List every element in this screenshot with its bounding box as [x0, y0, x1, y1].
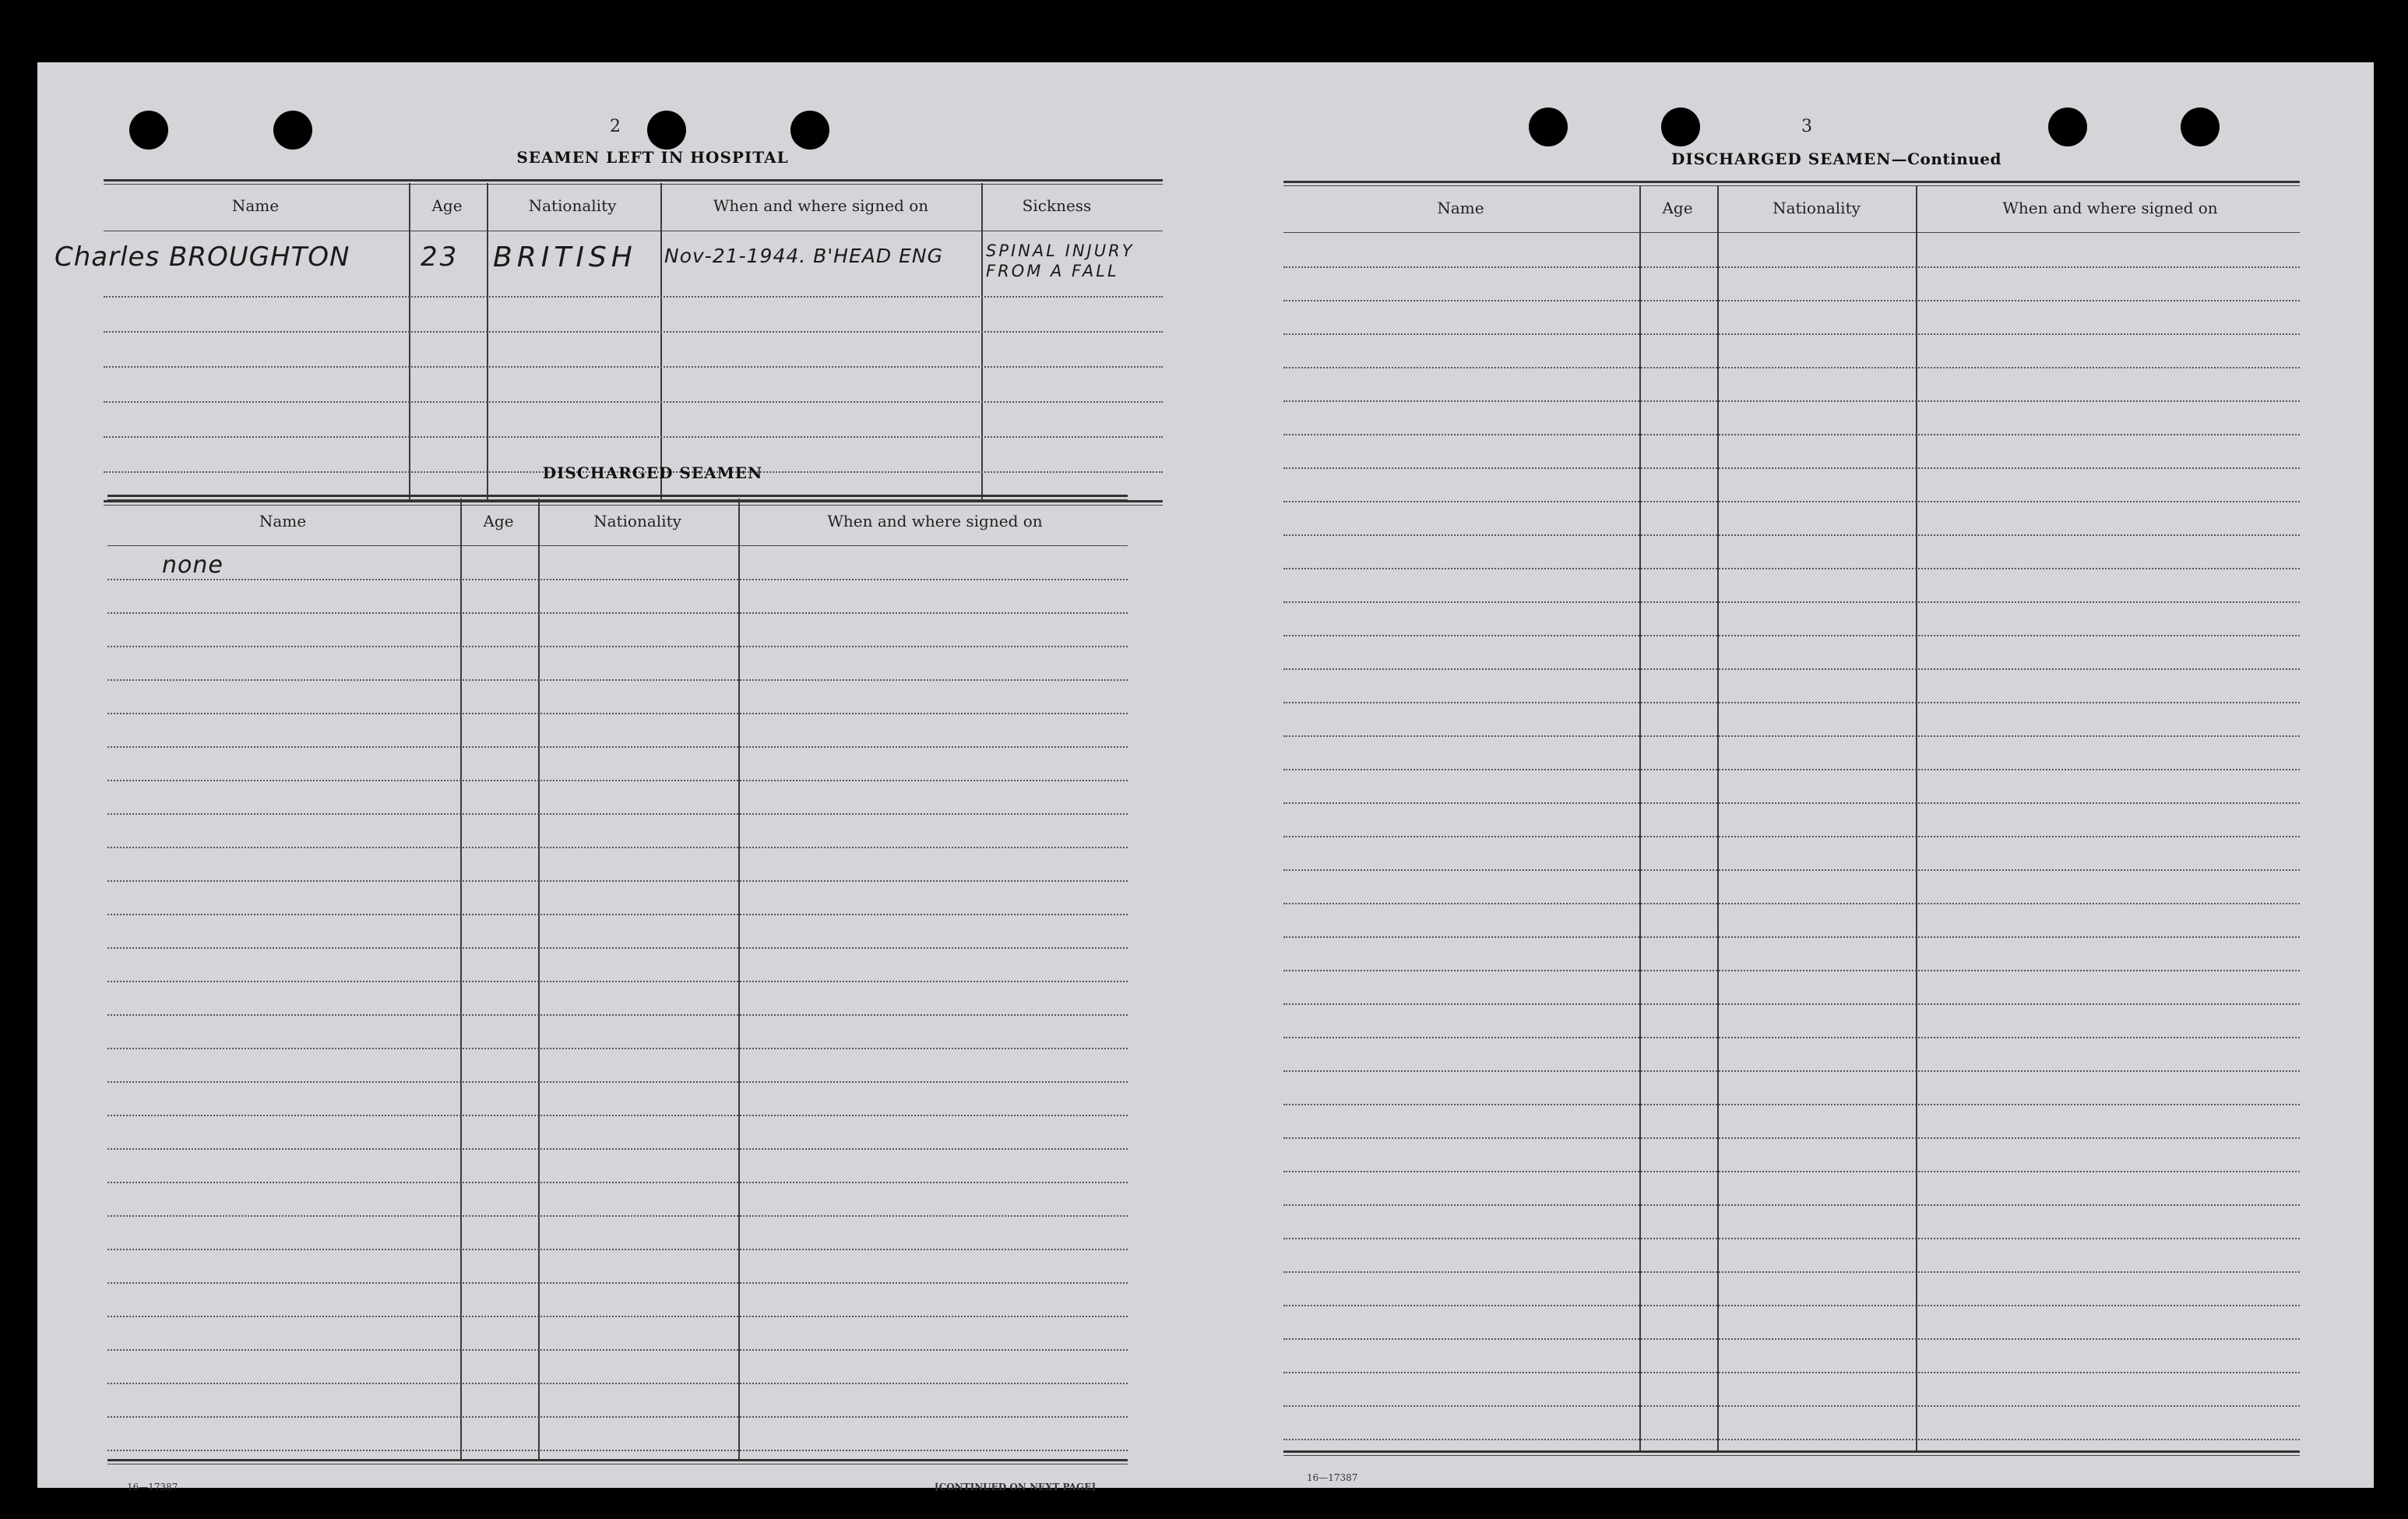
- form-code: 16—17387: [127, 1482, 178, 1493]
- row-rule: [107, 1349, 1128, 1351]
- column-divider: [1717, 185, 1719, 1451]
- column-divider: [409, 183, 410, 502]
- row-rule: [1283, 1137, 2300, 1139]
- row-rule: [1283, 1271, 2300, 1273]
- col-header-signed-on: When and where signed on: [713, 196, 929, 215]
- row-rule: [1283, 1171, 2300, 1172]
- row-rule: [107, 579, 1128, 580]
- seaman-sickness-line2: FROM A FALL: [986, 262, 1119, 280]
- page-number: 2: [610, 117, 621, 136]
- row-rule: [107, 746, 1128, 748]
- punch-hole: [2048, 107, 2087, 146]
- row-rule: [1283, 1439, 2300, 1440]
- col-header-name: Name: [1437, 199, 1484, 217]
- punch-hole: [1661, 107, 1700, 146]
- row-rule: [1283, 601, 2300, 603]
- row-rule: [107, 1215, 1128, 1217]
- seaman-nationality: BRITISH: [493, 241, 637, 273]
- row-rule: [1283, 400, 2300, 402]
- col-header-age: Age: [1662, 199, 1693, 217]
- row-rule: [104, 436, 1163, 438]
- row-rule: [1283, 300, 2300, 301]
- column-divider: [1639, 185, 1641, 1451]
- row-rule: [1283, 434, 2300, 435]
- discharged-first-entry: none: [162, 552, 224, 579]
- row-rule: [1283, 367, 2300, 368]
- row-rule: [107, 1282, 1128, 1284]
- col-header-age: Age: [431, 196, 463, 215]
- row-rule: [1283, 1338, 2300, 1340]
- row-rule: [104, 296, 1163, 298]
- col-header-age: Age: [483, 512, 514, 530]
- row-rule: [1283, 936, 2300, 938]
- row-rule: [1283, 333, 2300, 335]
- col-header-name: Name: [259, 512, 307, 530]
- row-rule: [107, 880, 1128, 882]
- row-rule: [107, 1416, 1128, 1418]
- row-rule: [1283, 1070, 2300, 1072]
- row-rule: [1283, 702, 2300, 703]
- row-rule: [107, 1316, 1128, 1317]
- row-rule: [1283, 903, 2300, 904]
- discharged-section-title: DISCHARGED SEAMEN: [542, 463, 763, 482]
- punch-hole: [2181, 107, 2220, 146]
- row-rule: [107, 914, 1128, 915]
- row-rule: [1283, 836, 2300, 837]
- header-rule: [1283, 232, 2300, 233]
- ledger-sheet: [37, 62, 2374, 1493]
- row-rule: [1283, 1372, 2300, 1373]
- form-code: 16—17387: [1307, 1472, 1358, 1483]
- row-rule: [1283, 1305, 2300, 1306]
- title-suffix: —Continued: [1891, 150, 2002, 168]
- row-rule: [1283, 1037, 2300, 1038]
- punch-hole: [647, 111, 686, 150]
- row-rule: [107, 1115, 1128, 1116]
- row-rule: [1283, 266, 2300, 268]
- col-header-signed-on: When and where signed on: [827, 512, 1043, 530]
- table-top-rule: [104, 179, 1163, 182]
- seaman-signed-on: Nov-21-1944. B'HEAD ENG: [664, 245, 943, 267]
- table-bottom-rule: [104, 500, 1163, 502]
- row-rule: [1283, 970, 2300, 971]
- row-rule: [1283, 735, 2300, 737]
- col-header-name: Name: [231, 196, 280, 215]
- column-divider: [981, 183, 983, 502]
- header-rule: [107, 545, 1128, 546]
- table-bottom-rule: [107, 1459, 1128, 1461]
- row-rule: [107, 1182, 1128, 1183]
- title-main: DISCHARGED SEAMEN: [1670, 150, 1892, 168]
- col-header-nationality: Nationality: [1773, 199, 1861, 217]
- row-rule: [1283, 668, 2300, 670]
- punch-hole: [273, 111, 312, 150]
- table-bottom-rule: [1283, 1450, 2300, 1453]
- continued-note: [CONTINUED ON NEXT PAGE]: [935, 1482, 1097, 1493]
- row-rule: [1283, 1238, 2300, 1239]
- row-rule: [1283, 1405, 2300, 1407]
- row-rule: [107, 813, 1128, 815]
- row-rule: [1283, 467, 2300, 469]
- row-rule: [107, 1249, 1128, 1250]
- row-rule: [107, 646, 1128, 647]
- seaman-sickness-line1: SPINAL INJURY: [986, 241, 1135, 260]
- col-header-nationality: Nationality: [528, 196, 617, 215]
- row-rule: [104, 401, 1163, 403]
- row-rule: [107, 981, 1128, 982]
- row-rule: [1283, 769, 2300, 770]
- row-rule: [104, 366, 1163, 368]
- row-rule: [107, 1450, 1128, 1451]
- punch-hole: [129, 111, 168, 150]
- row-rule: [1283, 534, 2300, 536]
- row-rule: [107, 947, 1128, 949]
- row-rule: [107, 847, 1128, 848]
- row-rule: [107, 780, 1128, 781]
- col-header-nationality: Nationality: [593, 512, 681, 530]
- row-rule: [107, 713, 1128, 714]
- discharged-continued-title: [1564, 150, 2109, 168]
- column-divider: [487, 183, 488, 502]
- page-number: 3: [1801, 117, 1812, 136]
- row-rule: [107, 1014, 1128, 1016]
- col-header-sickness: Sickness: [1022, 196, 1092, 215]
- row-rule: [1283, 1104, 2300, 1105]
- row-rule: [1283, 635, 2300, 636]
- row-rule: [107, 1081, 1128, 1083]
- row-rule: [1283, 501, 2300, 502]
- hospital-section-title: SEAMEN LEFT IN HOSPITAL: [516, 148, 789, 167]
- row-rule: [107, 1148, 1128, 1150]
- punch-hole: [1529, 107, 1568, 146]
- row-rule: [107, 1048, 1128, 1049]
- table-top-rule: [1283, 181, 2300, 183]
- row-rule: [107, 612, 1128, 614]
- column-divider: [660, 183, 662, 502]
- seaman-name: Charles BROUGHTON: [55, 241, 350, 273]
- row-rule: [1283, 869, 2300, 871]
- seaman-age: 23: [421, 241, 459, 273]
- row-rule: [104, 331, 1163, 333]
- column-divider: [1916, 185, 1917, 1451]
- row-rule: [1283, 1003, 2300, 1005]
- table-top-rule: [107, 495, 1128, 497]
- col-header-signed-on: When and where signed on: [2002, 199, 2218, 217]
- row-rule: [1283, 568, 2300, 569]
- row-rule: [1283, 1204, 2300, 1206]
- row-rule: [107, 1383, 1128, 1384]
- row-rule: [1283, 802, 2300, 804]
- row-rule: [107, 679, 1128, 681]
- punch-hole: [790, 111, 829, 150]
